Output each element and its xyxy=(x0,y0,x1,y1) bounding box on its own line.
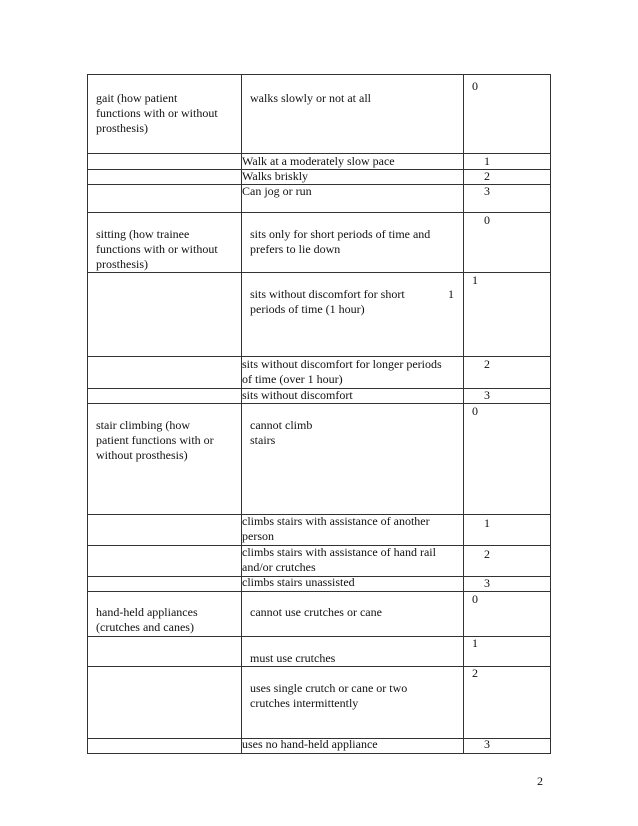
score-text: 0 xyxy=(472,592,478,606)
description-text: Can jog or run xyxy=(242,184,312,198)
table-row xyxy=(88,389,551,404)
score-text: 1 xyxy=(484,516,490,530)
criterion-cell xyxy=(88,75,242,154)
description-text: climbs stairs unassisted xyxy=(242,575,355,589)
score-text: 3 xyxy=(484,388,490,402)
score-cell xyxy=(464,185,551,213)
table-row xyxy=(88,592,551,637)
score-cell xyxy=(464,273,551,357)
table-row xyxy=(88,273,551,357)
description-text: uses no hand-held appliance xyxy=(242,737,378,751)
score-cell xyxy=(464,389,551,404)
criterion-text: sitting (how trainee functions with or without prosthesis) xyxy=(96,227,218,271)
score-cell xyxy=(464,667,551,739)
table-row xyxy=(88,75,551,154)
score-text: 2 xyxy=(484,357,490,371)
score-text: 1 xyxy=(472,636,478,650)
criterion-cell xyxy=(88,739,242,754)
score-text: 2 xyxy=(484,547,490,561)
table-row xyxy=(88,637,551,667)
description-text: Walk at a moderately slow pace xyxy=(242,154,395,168)
description-text: sits without discomfort for longer periods of time (over 1 hour) xyxy=(242,357,442,386)
table-row xyxy=(88,546,551,577)
table-row xyxy=(88,577,551,592)
description-text: Walks briskly xyxy=(242,169,309,183)
table-row xyxy=(88,515,551,546)
table-row xyxy=(88,170,551,185)
table-row xyxy=(88,739,551,754)
description-cell xyxy=(242,75,464,154)
description-cell xyxy=(242,170,464,185)
criterion-cell xyxy=(88,577,242,592)
score-text: 2 xyxy=(472,666,478,680)
description-cell xyxy=(242,273,464,357)
table-row xyxy=(88,404,551,515)
score-cell xyxy=(464,546,551,577)
score-text: 1 xyxy=(484,154,490,168)
criterion-cell xyxy=(88,546,242,577)
description-text: cannot climb stairs xyxy=(250,418,313,447)
description-text: sits without discomfort xyxy=(242,388,353,402)
criterion-cell xyxy=(88,515,242,546)
score-text: 0 xyxy=(484,213,490,227)
criterion-cell xyxy=(88,154,242,170)
criterion-cell xyxy=(88,592,242,637)
description-text: climbs stairs with assistance of hand rail and/or crutches xyxy=(242,545,436,574)
score-text: 0 xyxy=(472,79,478,93)
score-text: 0 xyxy=(472,404,478,418)
score-cell xyxy=(464,404,551,515)
score-text: 2 xyxy=(484,169,490,183)
criterion-cell xyxy=(88,273,242,357)
criterion-cell xyxy=(88,357,242,389)
description-cell xyxy=(242,637,464,667)
criterion-text: hand-held appliances (crutches and canes) xyxy=(96,605,198,634)
description-cell xyxy=(242,592,464,637)
table-row xyxy=(88,154,551,170)
description-cell xyxy=(242,154,464,170)
description-cell xyxy=(242,185,464,213)
criterion-text: gait (how patient functions with or without prosthesis) xyxy=(96,91,218,135)
scoring-table xyxy=(87,74,551,754)
page-number: 2 xyxy=(537,774,543,788)
stray-score-text: 1 xyxy=(448,287,454,301)
score-cell xyxy=(464,577,551,592)
score-cell xyxy=(464,637,551,667)
score-cell xyxy=(464,592,551,637)
score-text: 3 xyxy=(484,576,490,590)
criterion-cell xyxy=(88,667,242,739)
description-text: climbs stairs with assistance of another person xyxy=(242,514,430,543)
score-text: 3 xyxy=(484,737,490,751)
table-row xyxy=(88,213,551,273)
table-row xyxy=(88,357,551,389)
description-cell xyxy=(242,667,464,739)
description-text: must use crutches xyxy=(250,651,336,665)
score-cell xyxy=(464,170,551,185)
score-cell xyxy=(464,515,551,546)
criterion-cell xyxy=(88,170,242,185)
description-cell xyxy=(242,577,464,592)
description-text: uses single crutch or cane or two crutches intermittently xyxy=(250,681,408,710)
description-cell xyxy=(242,404,464,515)
description-cell xyxy=(242,213,464,273)
score-cell xyxy=(464,213,551,273)
criterion-cell xyxy=(88,637,242,667)
description-text: walks slowly or not at all xyxy=(250,91,371,105)
criterion-text: stair climbing (how patient functions with or without prosthesis) xyxy=(96,418,214,462)
description-cell xyxy=(242,546,464,577)
criterion-cell xyxy=(88,213,242,273)
criterion-cell xyxy=(88,389,242,404)
score-text: 3 xyxy=(484,184,490,198)
criterion-cell xyxy=(88,404,242,515)
criterion-cell xyxy=(88,185,242,213)
description-cell xyxy=(242,515,464,546)
score-cell xyxy=(464,357,551,389)
description-cell xyxy=(242,389,464,404)
table-row xyxy=(88,667,551,739)
description-text: sits without discomfort for short periods of time (1 hour) xyxy=(250,287,405,316)
score-cell xyxy=(464,75,551,154)
description-text: cannot use crutches or cane xyxy=(250,605,382,619)
description-cell xyxy=(242,739,464,754)
description-cell xyxy=(242,357,464,389)
score-text: 1 xyxy=(472,273,478,287)
table-row xyxy=(88,185,551,213)
score-cell xyxy=(464,739,551,754)
description-text: sits only for short periods of time and prefers to lie down xyxy=(250,227,431,256)
score-cell xyxy=(464,154,551,170)
